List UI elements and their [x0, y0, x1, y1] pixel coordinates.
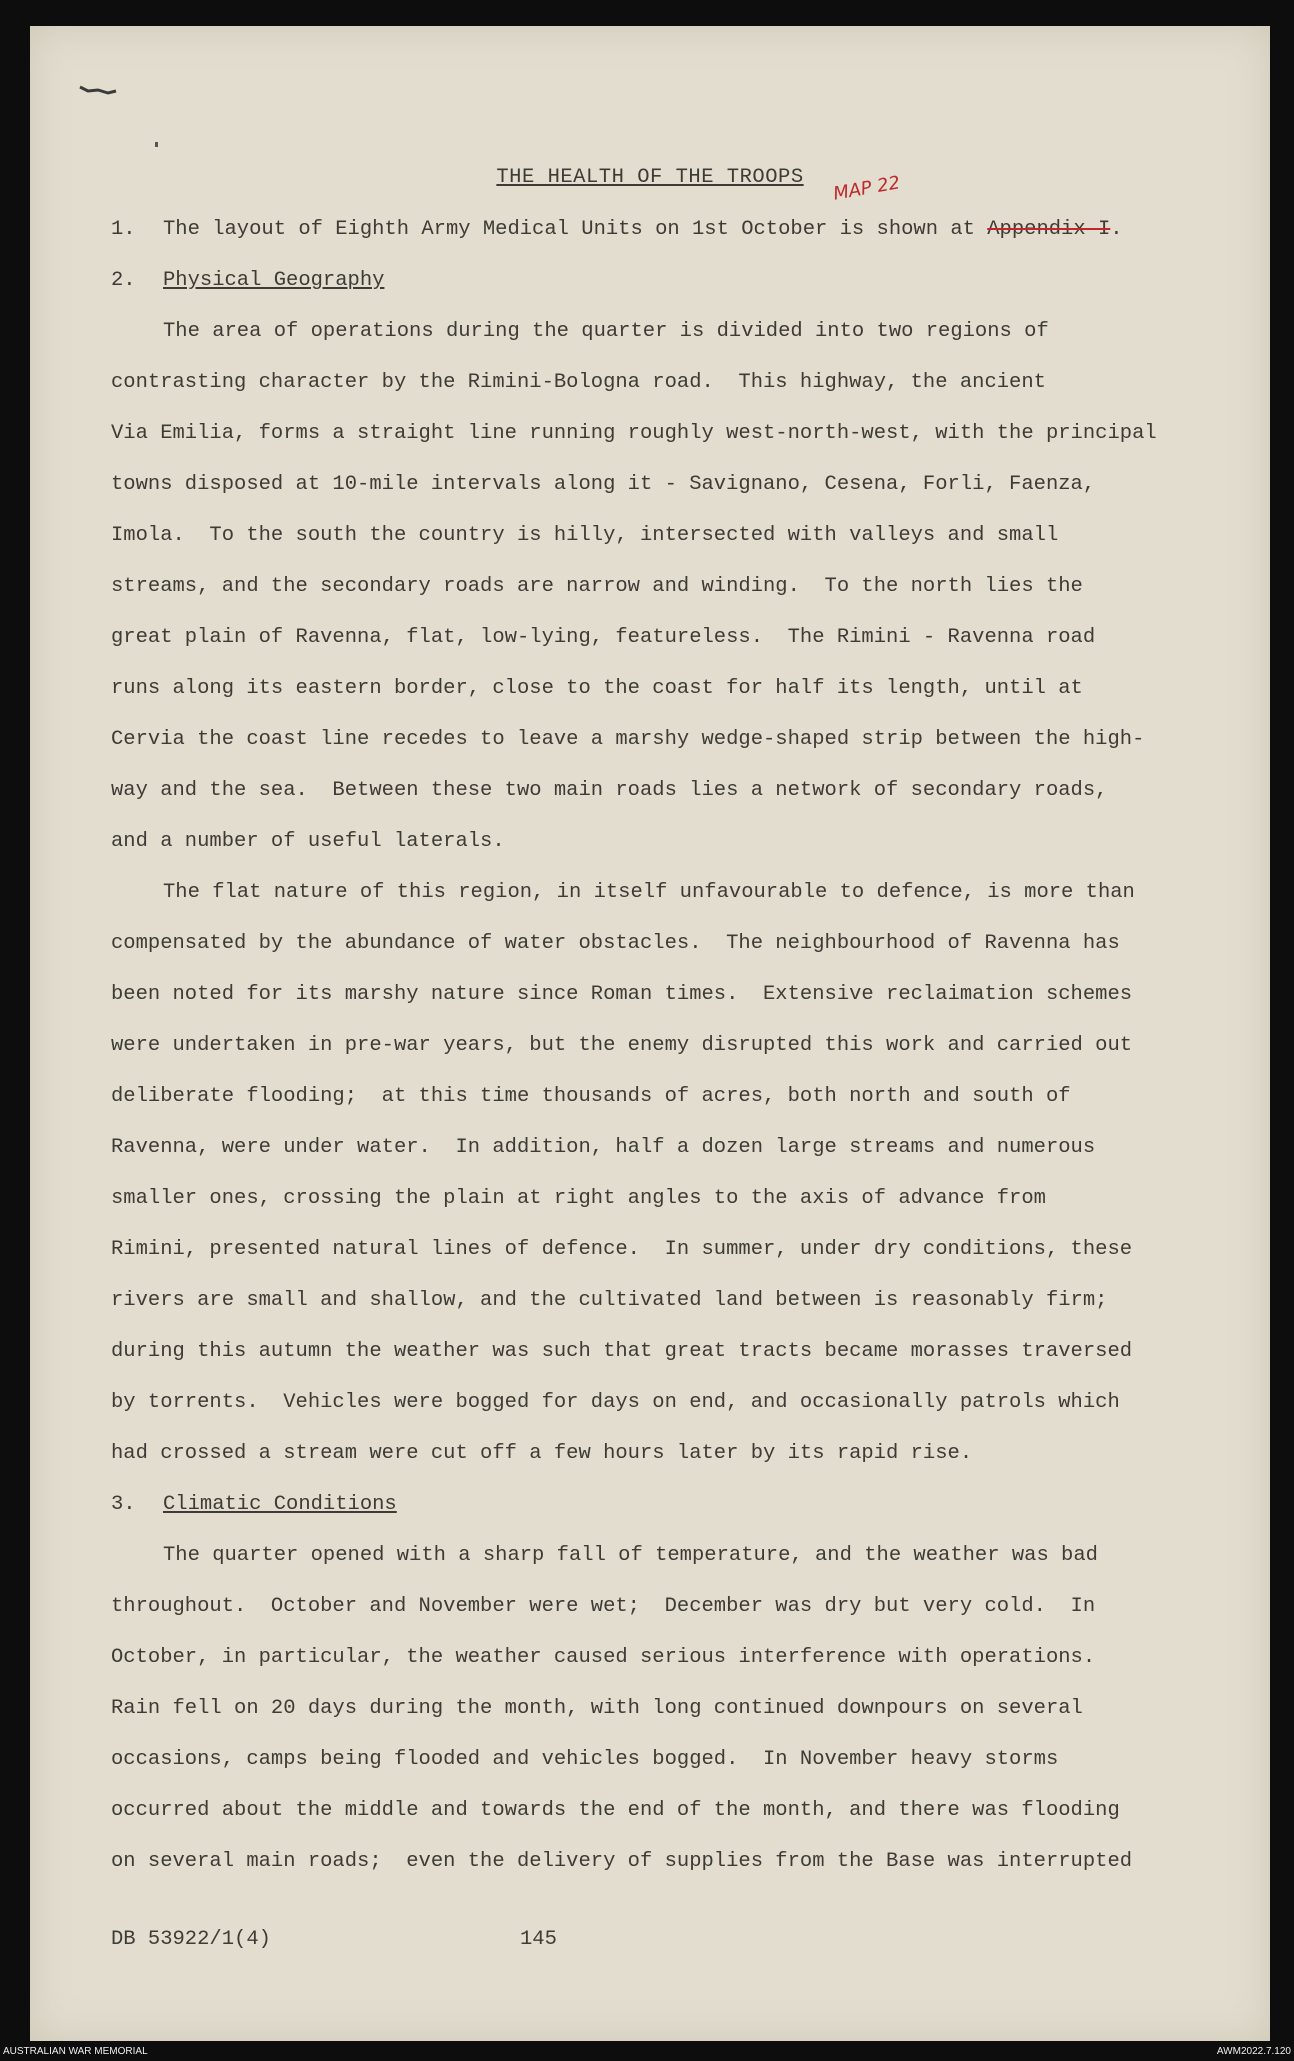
text-line: Via Emilia, forms a straight line running roughly west-north-west, with the principal [111, 422, 1157, 445]
section-number-2: 2. [111, 269, 136, 292]
document-reference: DB 53922/1(4) [111, 1928, 271, 1951]
text-line: rivers are small and shallow, and the cultivated land between is reasonably firm; [111, 1289, 1108, 1312]
text-line: throughout. October and November were wet; December was dry but very cold. In [111, 1595, 1096, 1618]
archive-reference: AWM2022.7.120 [1216, 2046, 1291, 2057]
section-number-3: 3. [111, 1493, 136, 1516]
text-line: deliberate flooding; at this time thousands of acres, both north and south of [111, 1085, 1071, 1108]
text-line: Imola. To the south the country is hilly, intersected with valleys and small [111, 524, 1059, 547]
paragraph-1-text: The layout of Eighth Army Medical Units on 1st October is shown at [163, 218, 988, 241]
text-line: smaller ones, crossing the plain at right angles to the axis of advance from [111, 1187, 1046, 1210]
text-line: Rain fell on 20 days during the month, with long continued downpours on several [111, 1697, 1083, 1720]
text-line: during this autumn the weather was such that great tracts became morasses traversed [111, 1340, 1133, 1363]
struck-appendix-reference: Appendix I [987, 218, 1111, 241]
text-line: and a number of useful laterals. [111, 830, 505, 853]
text-line: were undertaken in pre-war years, but the enemy disrupted this work and carried out [111, 1034, 1133, 1057]
text-line: Cervia the coast line recedes to leave a marshy wedge-shaped strip between the high- [111, 728, 1145, 751]
text-line: October, in particular, the weather caused serious interference with operations. [111, 1646, 1096, 1669]
section-heading-physical-geography: Physical Geography [163, 269, 385, 292]
text-line: The area of operations during the quarter is divided into two regions of [163, 320, 1049, 343]
text-line: had crossed a stream were cut off a few hours later by its rapid rise. [111, 1442, 973, 1465]
text-line: been noted for its marshy nature since Roman times. Extensive reclaimation schemes [111, 983, 1133, 1006]
text-line: Ravenna, were under water. In addition, half a dozen large streams and numerous [111, 1136, 1096, 1159]
text-line: way and the sea. Between these two main roads lies a network of secondary roads, [111, 779, 1108, 802]
paragraph-1-end: . [1110, 218, 1123, 241]
text-line: great plain of Ravenna, flat, low-lying, featureless. The Rimini - Ravenna road [111, 626, 1096, 649]
text-line: Rimini, presented natural lines of defence. In summer, under dry conditions, these [111, 1238, 1133, 1261]
document-title: THE HEALTH OF THE TROOPS [496, 166, 804, 189]
staple-mark [78, 82, 118, 96]
archive-strip [0, 2041, 1294, 2061]
text-line: compensated by the abundance of water obstacles. The neighbourhood of Ravenna has [111, 932, 1120, 955]
section-heading-climatic-conditions: Climatic Conditions [163, 1493, 397, 1516]
ink-mark [155, 142, 158, 147]
text-line: on several main roads; even the delivery of supplies from the Base was interrupted [111, 1850, 1133, 1873]
text-line: streams, and the secondary roads are narrow and winding. To the north lies the [111, 575, 1083, 598]
text-line: The quarter opened with a sharp fall of temperature, and the weather was bad [163, 1544, 1098, 1567]
paragraph-number-1: 1. [111, 218, 136, 241]
paragraph-1 [163, 218, 1123, 241]
page-number: 145 [520, 1928, 557, 1951]
text-line: contrasting character by the Rimini-Bologna road. This highway, the ancient [111, 371, 1046, 394]
text-line: occasions, camps being flooded and vehicles bogged. In November heavy storms [111, 1748, 1059, 1771]
archive-name: AUSTRALIAN WAR MEMORIAL [3, 2046, 148, 2057]
text-line: The flat nature of this region, in itself unfavourable to defence, is more than [163, 881, 1135, 904]
document-page [30, 26, 1270, 2041]
text-line: occurred about the middle and towards the end of the month, and there was flooding [111, 1799, 1120, 1822]
text-line: by torrents. Vehicles were bogged for days on end, and occasionally patrols which [111, 1391, 1120, 1414]
text-line: runs along its eastern border, close to the coast for half its length, until at [111, 677, 1083, 700]
handwritten-annotation: MAP 22 [831, 172, 902, 205]
text-line: towns disposed at 10-mile intervals along it - Savignano, Cesena, Forli, Faenza, [111, 473, 1096, 496]
